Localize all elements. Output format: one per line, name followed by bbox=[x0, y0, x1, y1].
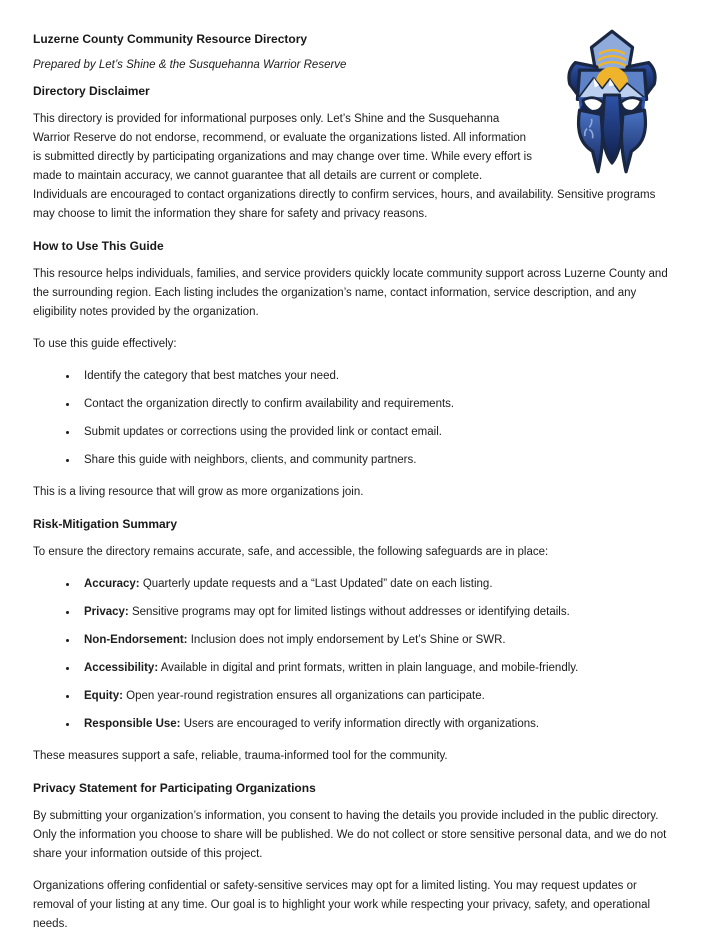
list-item bbox=[78, 631, 678, 650]
guide-bullet-list bbox=[33, 367, 678, 470]
list-item bbox=[78, 395, 678, 414]
list-item bbox=[78, 451, 678, 470]
document-page bbox=[33, 30, 678, 934]
disclaimer-heading: Directory Disclaimer bbox=[33, 84, 150, 98]
bullet-text: Inclusion does not imply endorsement by Let’s Shine or SWR. bbox=[187, 634, 506, 646]
bullet-text: Quarterly update requests and a “Last Updated” date on each listing. bbox=[139, 578, 493, 590]
bullet-text: Share this guide with neighbors, clients, and community partners. bbox=[84, 454, 417, 466]
risk-bullet-list bbox=[33, 575, 678, 734]
bullet-label: Accessibility: bbox=[84, 662, 159, 674]
list-item bbox=[78, 603, 678, 622]
list-item bbox=[78, 715, 678, 734]
risk-heading: Risk-Mitigation Summary bbox=[33, 517, 178, 531]
prepared-by-subtitle: Prepared by Let’s Shine & the Susquehanna Warrior Reserve bbox=[33, 59, 347, 71]
bullet-text: Contact the organization directly to confirm availability and requirements. bbox=[84, 398, 455, 410]
bullet-label: Non-Endorsement: bbox=[84, 634, 188, 646]
privacy-paragraph-2: Organizations offering confidential or safety-sensitive services may opt for a limited listing. You may request updates or removal of your listing at any time. Our goal is to highlight your work while respecting your privacy, safety, and operational needs. bbox=[33, 880, 651, 930]
risk-intro-paragraph: To ensure the directory remains accurate, safe, and accessible, the following safeguards are in place: bbox=[33, 546, 549, 558]
list-item bbox=[78, 367, 678, 386]
disclaimer-paragraph: This directory is provided for informational purposes only. Let’s Shine and the Susquehanna Warrior Reserve do not endorse, recommend, or evaluate the organizations listed. All information is submitted directly by participating organizations and may change over time. While every effort is made to maintain accuracy, we cannot guarantee that all details are current or complete. Individuals are encouraged to contact organizations directly to confirm services, hours, and availability. Sensitive programs may choose to limit the information they share for safety and privacy reasons. bbox=[33, 113, 656, 220]
bullet-label: Equity: bbox=[84, 690, 123, 702]
bullet-label: Accuracy: bbox=[84, 578, 140, 590]
bullet-text: Identify the category that best matches your need. bbox=[84, 370, 340, 382]
organization-logo bbox=[546, 28, 678, 175]
bullet-text: Users are encouraged to verify information directly with organizations. bbox=[180, 718, 540, 730]
bullet-label: Responsible Use: bbox=[84, 718, 181, 730]
guide-intro-paragraph: This resource helps individuals, families, and service providers quickly locate community support across Luzerne County and the surrounding region. Each listing includes the organization’s name, contact information, service description, and any eligibility notes provided by the organization. bbox=[33, 268, 668, 318]
bullet-text: Submit updates or corrections using the provided link or contact email. bbox=[84, 426, 442, 438]
list-item bbox=[78, 575, 678, 594]
privacy-paragraph-1: By submitting your organization’s information, you consent to having the details you provide included in the public directory. Only the information you choose to share will be published. We do not collect or store sensitive personal data, and we do not share your information outside of this project. bbox=[33, 810, 667, 860]
list-item bbox=[78, 687, 678, 706]
risk-outro-paragraph: These measures support a safe, reliable, trauma-informed tool for the community. bbox=[33, 750, 448, 762]
page-title: Luzerne County Community Resource Directory bbox=[33, 32, 308, 46]
guide-list-intro: To use this guide effectively: bbox=[33, 338, 177, 350]
guide-outro-paragraph: This is a living resource that will grow as more organizations join. bbox=[33, 486, 364, 498]
bullet-text: Sensitive programs may opt for limited listings without addresses or identifying details. bbox=[128, 606, 570, 618]
bullet-text: Available in digital and print formats, written in plain language, and mobile-friendly. bbox=[158, 662, 579, 674]
warrior-helmet-logo-icon bbox=[546, 28, 678, 175]
list-item bbox=[78, 423, 678, 442]
bullet-text: Open year-round registration ensures all organizations can participate. bbox=[122, 690, 485, 702]
bullet-label: Privacy: bbox=[84, 606, 129, 618]
guide-heading: How to Use This Guide bbox=[33, 239, 164, 253]
list-item bbox=[78, 659, 678, 678]
privacy-heading: Privacy Statement for Participating Organizations bbox=[33, 781, 316, 795]
